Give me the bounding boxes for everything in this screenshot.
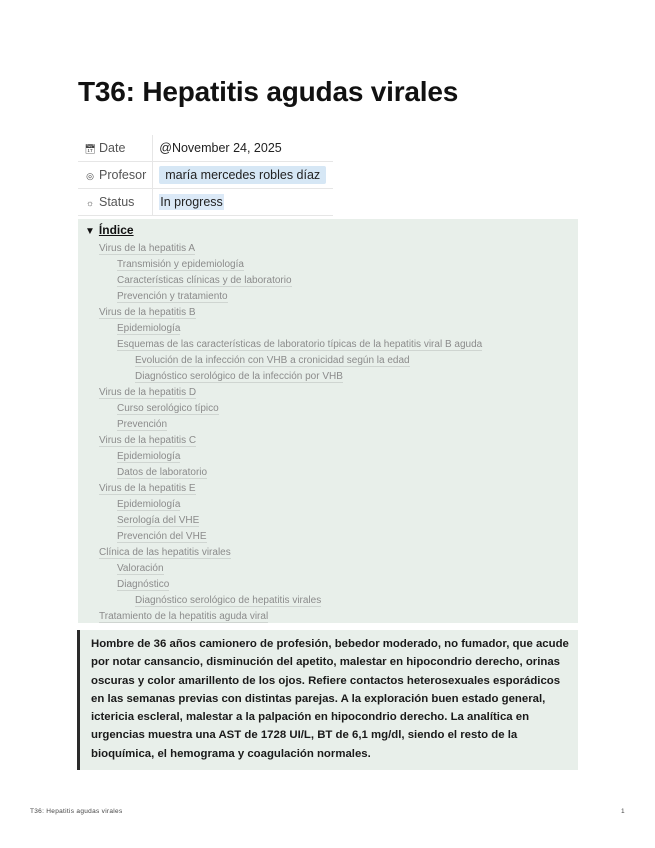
toc-link[interactable] [85,465,578,481]
property-label-date: 📅︎ Date [78,135,153,162]
toc-list [85,241,578,625]
toc-link[interactable] [85,529,578,545]
toc-link-label: Virus de la hepatitis C [99,435,197,446]
toc-link-label: Prevención y tratamiento [117,291,228,302]
property-value-date[interactable]: @November 24, 2025 [153,135,334,162]
person-icon: ◎ [86,171,94,181]
toc-link-label: Virus de la hepatitis A [99,243,195,254]
footer-page-number: 1 [621,808,625,815]
toc-link-label: Virus de la hepatitis E [99,483,196,494]
toc-link[interactable] [85,433,578,449]
property-value-profesor[interactable] [153,162,334,189]
toc-link-label: Transmisión y epidemiología [117,259,244,270]
page-title: T36: Hepatitis agudas virales [78,76,459,107]
toc-link[interactable] [85,577,578,593]
toc-link[interactable] [85,369,578,385]
toc-link[interactable] [85,385,578,401]
toc-link-label: Serología del VHE [117,515,200,526]
property-label-status: ☼ Status [78,189,153,216]
toc-toggle-header[interactable] [85,223,578,241]
toc-link-label: Clínica de las hepatitis virales [99,547,231,558]
toc-link-label: Evolución de la infección con VHB a cronicidad según la edad [135,355,410,366]
properties-table [78,135,333,216]
property-label-profesor: ◎ Profesor [78,162,153,189]
toc-link[interactable] [85,337,578,353]
toc-link[interactable] [85,513,578,529]
footer-title: T36: Hepatitis agudas virales [30,808,123,815]
toc-link-label: Epidemiología [117,499,181,510]
toc-link-label: Diagnóstico serológico de la infección por VHB [135,371,343,382]
case-callout [77,630,578,770]
toc-link-label: Prevención del VHE [117,531,207,542]
toc-link[interactable] [85,449,578,465]
toc-link-label: Virus de la hepatitis D [99,387,197,398]
toc-link[interactable] [85,401,578,417]
toc-link[interactable] [85,305,578,321]
toc-link-label: Características clínicas y de laboratorio [117,275,292,286]
calendar-icon: 📅︎ [84,144,96,154]
toc-link[interactable] [85,609,578,625]
toc-link[interactable] [85,353,578,369]
toc-link[interactable] [85,273,578,289]
property-row-status [78,189,333,216]
toc-link-label: Curso serológico típico [117,403,219,414]
triangle-down-icon[interactable]: ▼ [85,226,95,237]
toc-link[interactable] [85,561,578,577]
toc-link[interactable] [85,593,578,609]
toc-link[interactable] [85,289,578,305]
status-icon: ☼ [85,198,95,208]
property-row-date [78,135,333,162]
toc-link-label: Valoración [117,563,164,574]
toc-link-label: Datos de laboratorio [117,467,208,478]
property-value-status[interactable] [153,189,334,216]
toc-link[interactable] [85,545,578,561]
toc-link-label: Diagnóstico serológico de hepatitis virales [135,595,322,606]
toc-link[interactable] [85,241,578,257]
toc-link-label: Diagnóstico [117,579,170,590]
toc-heading: Índice [98,223,134,237]
toc-link[interactable] [85,481,578,497]
toc-link[interactable] [85,321,578,337]
toc-link-label: Tratamiento de la hepatitis aguda viral [99,611,269,622]
status-badge[interactable]: In progress [160,195,223,209]
table-of-contents-toggle [78,219,578,623]
profesor-tag[interactable]: maría mercedes robles díaz [159,166,326,184]
toc-link-label: Epidemiología [117,323,181,334]
toc-link-label: Virus de la hepatitis B [99,307,196,318]
toc-link-label: Esquemas de las características de laboratorio típicas de la hepatitis viral B aguda [117,339,483,350]
toc-link-label: Epidemiología [117,451,181,462]
toc-link[interactable] [85,417,578,433]
toc-link-label: Prevención [117,419,168,430]
toc-link[interactable] [85,257,578,273]
toc-link[interactable] [85,497,578,513]
case-text: Hombre de 36 años camionero de profesión, bebedor moderado, no fumador, que acude por notar cansancio, disminución del apetito, malestar en hipocondrio derecho, orinas oscuras y color amarillento de los ojos. Refiere contactos heterosexuales esporádicos en las semanas previas con distintas parejas. A la exploración buen estado general, ictericia escleral, malestar a la palpación en hipocondrio derecho. La analítica en urgencias muestra una AST de 1728 UI/L, BT de 6,1 mg/dl, siendo el resto de la bioquímica, el hemograma y coagulación normales. [91,638,569,760]
property-row-profesor [78,162,333,189]
